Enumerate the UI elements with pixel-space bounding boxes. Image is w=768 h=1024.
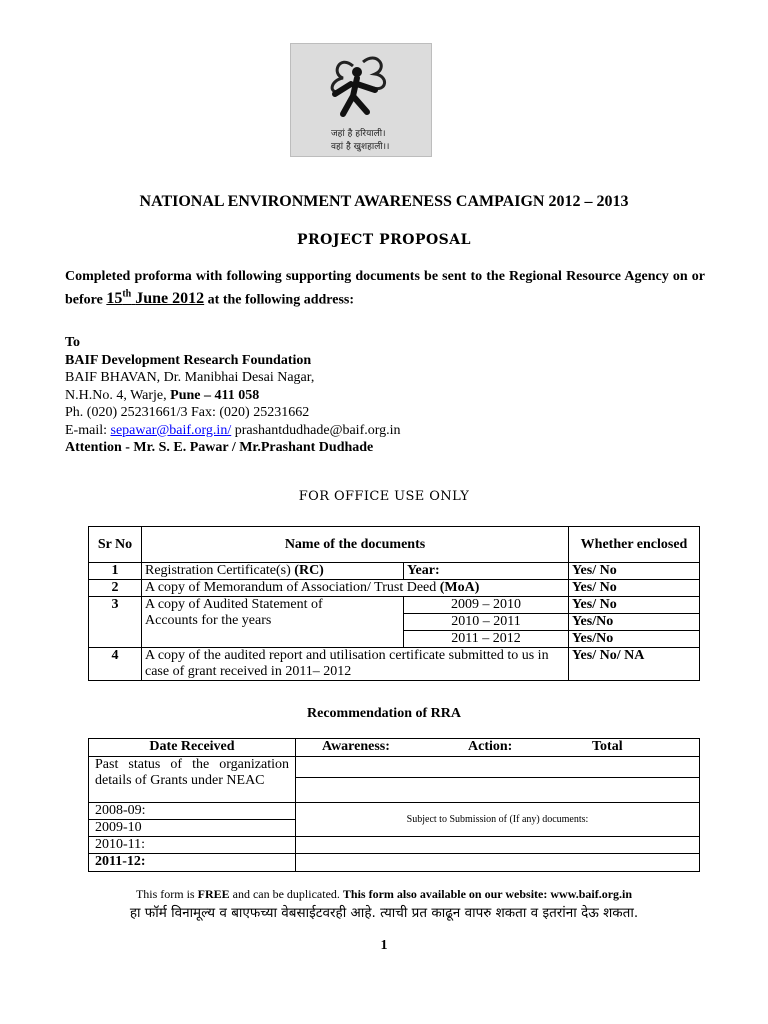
header-awareness: Awareness:: [322, 739, 390, 754]
address-line1: BAIF BHAVAN, Dr. Manibhai Desai Nagar,: [65, 370, 315, 385]
address-line2: N.H.No. 4, Warje, Pune – 411 058: [65, 387, 260, 403]
table-row: 2011 – 2012 Yes/No: [89, 631, 700, 648]
address-attention: Attention - Mr. S. E. Pawar / Mr.Prashant Dudhade: [65, 440, 374, 455]
header-enclosed: Whether enclosed: [569, 527, 700, 563]
header-total: Total: [592, 739, 623, 754]
rra-heading: Recommendation of RRA: [307, 706, 461, 721]
email-secondary: prashantdudhade@baif.org.in: [234, 422, 401, 438]
past-status: Past status of the organization details of Grants under NEAC: [89, 757, 296, 803]
table-row: 4 A copy of the audited report and utilisation certificate submitted to us in case of grant received in 2011– 2012 Yes/ No/ NA: [89, 648, 700, 681]
page-title: NATIONAL ENVIRONMENT AWARENESS CAMPAIGN 2012 – 2013: [139, 193, 629, 210]
office-use-heading: FOR OFFICE USE ONLY: [298, 489, 470, 504]
intro-paragraph: [65, 268, 705, 309]
address-to: To: [65, 335, 81, 350]
year-row: 2009-10: [89, 820, 296, 837]
header-date-received: Date Received: [89, 739, 296, 757]
header-sr: Sr No: [89, 527, 142, 563]
address-org: BAIF Development Research Foundation: [65, 352, 312, 368]
table-row: 2 A copy of Memorandum of Association/ Trust Deed (MoA) Yes/ No: [89, 580, 700, 597]
page-subtitle: PROJECT PROPOSAL: [297, 232, 471, 248]
year-row: 2010-11:: [89, 837, 296, 854]
address-block: [65, 334, 401, 457]
documents-table: [88, 526, 700, 681]
rra-table: [88, 738, 700, 872]
submission-note: Subject to Submission of (If any) documents:: [296, 803, 700, 837]
header-action: Action:: [468, 739, 513, 754]
year-row: 2008-09:: [89, 803, 296, 820]
tree-figure-icon: [291, 44, 431, 124]
address-email: E-mail: sepawar@baif.org.in/ prashantdudhade@baif.org.in: [65, 422, 401, 438]
table-row: 2010 – 2011 Yes/No: [89, 614, 700, 631]
email-link[interactable]: sepawar@baif.org.in/: [110, 422, 232, 438]
footer-marathi: हा फॉर्म विनामूल्य व बाएफच्या वेबसाईटवरही आहे. त्याची प्रत काढून वापरु शकता व इतरांना देऊ शकता.: [129, 905, 639, 921]
intro-text-end: at the following address:: [207, 292, 355, 308]
table-row: 1 Registration Certificate(s) (RC) Year: Yes/ No: [89, 563, 700, 580]
deadline-date: 15th June 2012: [106, 289, 205, 308]
logo-caption-line1: जहां है हरियाली।: [331, 129, 386, 139]
page-number: 1: [380, 938, 388, 953]
logo: [290, 43, 432, 157]
year-row: 2011-12:: [89, 854, 296, 872]
intro-text: Completed proforma with following supporting documents be sent to the Regional Resource Agency on or before: [65, 269, 705, 308]
table-row: 3 A copy of Audited Statement of Accounts for the years 2009 – 2010 Yes/ No: [89, 597, 700, 614]
header-name: Name of the documents: [142, 527, 569, 563]
logo-caption-line2: वहां है खुशहाली।।: [331, 142, 390, 152]
address-phone: Ph. (020) 25231661/3 Fax: (020) 25231662: [65, 405, 310, 420]
footer-note: This form is FREE and can be duplicated. This form also available on our website: www.baif.org.in: [135, 887, 633, 901]
